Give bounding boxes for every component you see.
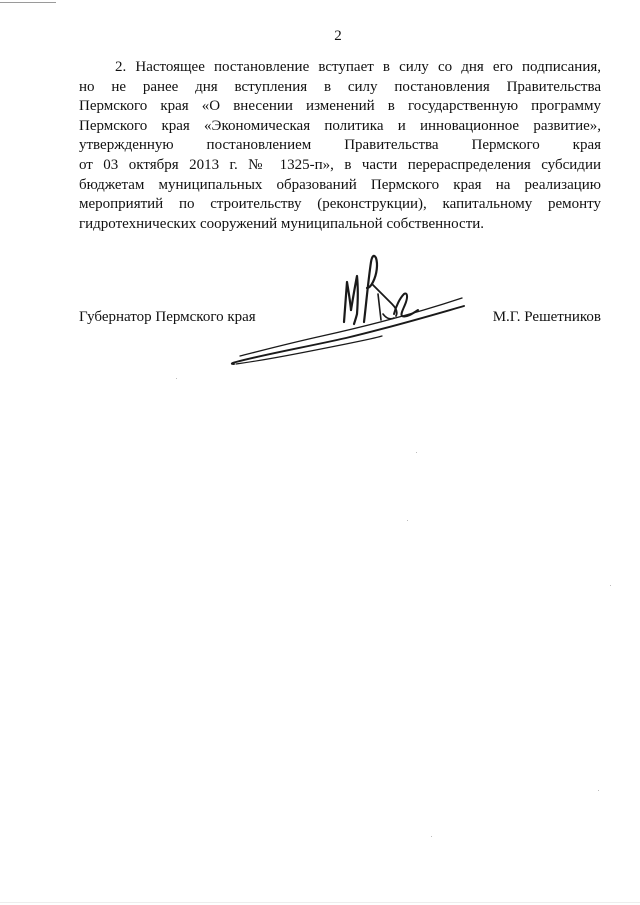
handwritten-signature <box>226 248 486 370</box>
scan-speck <box>431 836 432 837</box>
paragraph-line: но не ранее дня вступления в силу постановления Правительства <box>79 78 601 95</box>
signer-title: Губернатор Пермского края <box>79 309 256 325</box>
resolution-paragraph <box>79 58 601 234</box>
paragraph-line: от 03 октября 2013 г. № 1325-п», в части перераспределения субсидии <box>79 156 601 173</box>
paragraph-line: мероприятий по строительству (реконструкции), капитальному ремонту <box>79 196 601 213</box>
paragraph-line: Пермского края «Экономическая политика и инновационное развитие», <box>79 117 601 134</box>
scan-speck <box>416 452 417 453</box>
scan-edge-line <box>0 902 640 903</box>
scan-speck <box>598 790 599 791</box>
signer-name: М.Г. Решетников <box>492 309 601 325</box>
scan-speck <box>407 520 408 521</box>
paragraph-line: Пермского края «О внесении изменений в государственную программу <box>79 98 601 115</box>
paragraph-line: 2. Настоящее постановление вступает в силу со дня его подписания, <box>115 59 601 75</box>
page-number: 2 <box>334 28 342 44</box>
paragraph-line: гидротехнических сооружений муниципальной собственности. <box>79 215 485 232</box>
scan-speck <box>610 585 611 586</box>
scan-edge-line <box>0 2 56 3</box>
scan-speck <box>176 378 177 379</box>
paragraph-line: бюджетам муниципальных образований Пермского края на реализацию <box>79 176 601 193</box>
paragraph-line: утвержденную постановлением Правительства Пермского края <box>79 137 601 154</box>
